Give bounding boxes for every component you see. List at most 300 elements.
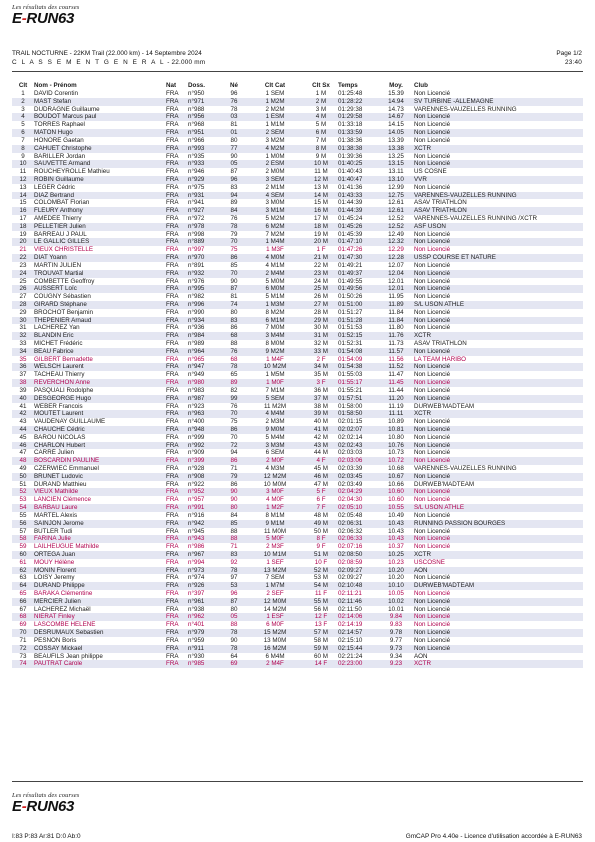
cell-nat: FRA — [166, 168, 179, 176]
cell-sex-rank: 28 M — [314, 308, 328, 316]
cell-rank: 16 — [12, 207, 34, 215]
cell-speed: 11.20 — [378, 395, 414, 403]
cell-club: Non Licencié — [414, 590, 451, 597]
cell-rank: 55 — [19, 511, 27, 519]
table-row — [12, 231, 583, 239]
table-row — [12, 246, 583, 254]
cell-sex-rank: 32 M — [314, 340, 328, 347]
cell-bib: n°935 — [188, 152, 205, 160]
cell-club: DURWEB'MADTEAM — [414, 402, 475, 410]
cell-name: PELLETIER Julien — [34, 223, 166, 231]
table-row — [12, 168, 583, 176]
cell-name: ROUCHEYROLLE Mathieu — [34, 168, 110, 176]
cell-bib: n°983 — [188, 386, 205, 394]
table-row — [12, 613, 583, 621]
cell-name: DIAT Yoann — [34, 254, 166, 262]
cell-club: ASAV TRIATHLON — [414, 340, 467, 347]
cell-speed: 10.01 — [388, 605, 404, 613]
cell-time: 01:57:51 — [338, 395, 378, 403]
cell-bib: n°970 — [188, 254, 222, 262]
cell-sex-rank: 59 M — [304, 645, 338, 653]
cell-cat-rank: 2 M4F — [246, 660, 304, 668]
cell-speed: 10.05 — [388, 590, 404, 597]
table-row — [12, 207, 583, 215]
cell-speed: 11.45 — [378, 379, 414, 387]
table-row — [12, 528, 583, 536]
cell-sex-rank: 9 F — [316, 543, 326, 551]
cell-cat-rank: 2 M1M — [265, 183, 285, 191]
cell-rank: 15 — [19, 199, 27, 207]
cell-sex-rank: 51 M — [304, 551, 338, 559]
cell-sex-rank: 45 M — [314, 465, 328, 472]
cell-rank: 50 — [12, 473, 34, 481]
cell-cat-rank: 1 M3M — [246, 301, 304, 309]
cell-rank: 32 — [12, 332, 34, 340]
header-divider — [12, 71, 583, 72]
cell-time: 02:06:32 — [338, 527, 363, 535]
cell-born: 83 — [222, 551, 246, 559]
cell-club: Non Licencié — [414, 270, 583, 278]
cell-bib: n°923 — [188, 402, 205, 410]
cell-born: 88 — [230, 527, 238, 535]
cell-time: 01:50:26 — [338, 293, 363, 301]
cell-club: Non Licencié — [414, 442, 583, 450]
cell-bib: n°997 — [188, 246, 205, 254]
cell-speed: 14.94 — [378, 98, 414, 106]
cell-name: DURAND Matthieu — [34, 480, 87, 488]
cell-cat-rank: 3 M0M — [265, 199, 285, 207]
cell-rank: 28 — [12, 301, 34, 309]
cell-nat: FRA — [166, 363, 188, 371]
cell-time: 01:52:31 — [338, 340, 363, 347]
cell-time: 01:33:59 — [338, 129, 378, 137]
cell-name: TROUVAT Martial — [34, 270, 166, 278]
cell-rank: 37 — [19, 371, 27, 379]
col-header-club: Club — [414, 81, 428, 89]
cell-name: BARILLER Jordan — [34, 152, 86, 160]
cell-name: VIEUX Mathilde — [34, 488, 166, 496]
cell-cat-rank: 8 M2M — [265, 308, 285, 316]
cell-rank: 48 — [12, 457, 34, 465]
cell-nat: FRA — [166, 457, 188, 465]
table-row — [12, 488, 583, 496]
cell-time: 01:47:10 — [338, 238, 378, 246]
cell-rank: 19 — [19, 230, 27, 238]
cell-sex-rank: 3 F — [304, 379, 338, 387]
table-row — [12, 371, 583, 379]
cell-time: 01:58:00 — [338, 402, 363, 410]
cell-rank: 53 — [19, 496, 27, 504]
cell-name: THEPENIER Arnaud — [34, 317, 166, 325]
cell-club: VARENNES-VAUZELLES RUNNING — [414, 192, 583, 200]
cell-bib: n°922 — [188, 480, 205, 488]
cell-bib: n°397 — [188, 590, 205, 597]
cell-time: 02:15:10 — [338, 636, 363, 644]
cell-bib: n°963 — [188, 410, 222, 418]
ranking-label: C L A S S E M E N T G E N E R A L — [12, 58, 166, 66]
cell-cat-rank: 1 SEM — [265, 90, 285, 97]
table-row — [12, 434, 583, 442]
cell-club: Non Licencié — [414, 621, 451, 629]
table-row — [12, 543, 583, 551]
cell-name: BARBAU Laure — [34, 504, 166, 512]
cell-sex-rank: 38 M — [314, 402, 328, 410]
footer-divider — [12, 781, 583, 782]
table-row — [12, 363, 583, 371]
cell-time: 02:01:15 — [338, 418, 363, 426]
cell-sex-rank: 25 M — [304, 285, 338, 293]
cell-rank: 2 — [12, 98, 34, 106]
cell-name: CAHUET Christophe — [34, 145, 166, 153]
cell-bib: n°986 — [188, 543, 205, 551]
cell-speed: 11.73 — [388, 340, 404, 347]
cell-cat-rank: 2 M4M — [246, 270, 304, 278]
cell-time: 01:47:30 — [338, 254, 378, 262]
cell-speed: 10.60 — [388, 496, 404, 504]
cell-sex-rank: 3 M — [315, 105, 327, 113]
cell-nat: FRA — [166, 480, 179, 488]
cell-born: 89 — [222, 379, 246, 387]
cell-club: Non Licencié — [414, 238, 583, 246]
cell-name: LOISY Jeremy — [34, 574, 75, 582]
cell-speed: 13.11 — [388, 168, 404, 176]
cell-speed: 12.28 — [378, 254, 414, 262]
cell-speed: 14.67 — [378, 113, 414, 121]
cell-sex-rank: 26 M — [314, 293, 328, 301]
cell-bib: n°916 — [188, 511, 205, 519]
cell-bib: n°965 — [188, 355, 205, 363]
cell-nat: FRA — [166, 473, 188, 481]
table-row — [12, 567, 583, 575]
cell-speed: 12.75 — [378, 192, 414, 200]
footer-logo-tagline: Les résultats des courses — [12, 792, 80, 799]
cell-club: VARENNES-VAUZELLES RUNNING /XCTR — [414, 215, 538, 222]
cell-cat-rank: 14 M2M — [263, 605, 287, 613]
cell-club: XCTR — [414, 551, 583, 559]
cell-name: HONORE Gaetan — [34, 136, 84, 144]
cell-born: 90 — [230, 277, 238, 285]
footer-logo-brand-dash: - — [21, 798, 27, 815]
cell-sex-rank: 18 M — [304, 223, 338, 231]
cell-club: XCTR — [414, 145, 583, 153]
print-time: 23:40 — [565, 58, 582, 66]
cell-speed: 12.01 — [388, 277, 404, 285]
cell-name: ORTEGA Juan — [34, 551, 166, 559]
cell-sex-rank: 56 M — [314, 605, 328, 613]
cell-rank: 36 — [12, 363, 34, 371]
cell-born: 86 — [230, 324, 238, 332]
cell-born: 87 — [222, 285, 246, 293]
cell-cat-rank: 10 M2M — [246, 363, 304, 371]
cell-bib: n°932 — [188, 270, 222, 278]
cell-name: BARAKA Clémentine — [34, 590, 93, 597]
cell-nat: FRA — [166, 105, 179, 113]
cell-sex-rank: 53 M — [314, 574, 328, 582]
table-row — [12, 551, 583, 559]
table-row — [12, 113, 583, 121]
table-row — [12, 465, 583, 473]
cell-bib: n°946 — [188, 168, 205, 176]
cell-club: Non Licencié — [414, 449, 451, 457]
cell-cat-rank: 6 M4M — [265, 652, 285, 660]
cell-time: 01:45:26 — [338, 223, 378, 231]
cell-sex-rank: 35 M — [314, 371, 328, 379]
cell-club: DURWEB'MADTEAM — [414, 480, 475, 488]
cell-time: 01:55:03 — [338, 371, 363, 379]
cell-time: 02:08:50 — [338, 551, 378, 559]
table-row — [12, 199, 583, 207]
cell-rank: 22 — [12, 254, 34, 262]
cell-bib: n°968 — [188, 121, 205, 129]
cell-sex-rank: 40 M — [314, 418, 328, 426]
cell-born: 76 — [222, 348, 246, 356]
cell-name: BOUDOT Marcus paul — [34, 113, 166, 121]
cell-sex-rank: 7 M — [315, 136, 327, 144]
cell-club: Non Licencié — [414, 629, 583, 637]
cell-rank: 30 — [12, 317, 34, 325]
cell-sex-rank: 44 M — [314, 449, 328, 457]
cell-name: LEGER Cédric — [34, 183, 75, 191]
cell-bib: n°950 — [188, 90, 205, 97]
cell-time: 02:04:30 — [338, 496, 363, 504]
cell-time: 02:09:27 — [338, 574, 363, 582]
cell-cat-rank: 11 M0M — [263, 527, 287, 535]
cell-name: NIERAT Finley — [34, 613, 166, 621]
cell-time: 02:02:43 — [338, 442, 378, 450]
cell-bib: n°908 — [188, 473, 222, 481]
cell-rank: 54 — [12, 504, 34, 512]
cell-born: 78 — [222, 645, 246, 653]
cell-name: BUTLER Tudi — [34, 527, 73, 535]
cell-bib: n°988 — [188, 105, 205, 113]
cell-nat: FRA — [166, 254, 188, 262]
cell-time: 01:41:36 — [338, 183, 363, 191]
table-row — [12, 629, 583, 637]
cell-bib: n°985 — [188, 660, 222, 668]
table-row — [12, 387, 583, 395]
cell-born: 68 — [230, 355, 238, 363]
cell-speed: 12.61 — [378, 207, 414, 215]
table-row — [12, 574, 583, 582]
cell-name: BEAU Fabrice — [34, 348, 166, 356]
table-row — [12, 192, 583, 200]
cell-cat-rank: 1 M0M — [265, 152, 285, 160]
cell-club: Non Licencié — [414, 308, 451, 316]
cell-name: MAST Stefan — [34, 98, 166, 106]
cell-speed: 10.72 — [378, 457, 414, 465]
cell-bib: n°987 — [188, 395, 222, 403]
cell-speed: 10.55 — [378, 504, 414, 512]
cell-cat-rank: 1 M4F — [266, 355, 284, 363]
cell-nat: FRA — [166, 504, 188, 512]
cell-bib: n°943 — [188, 535, 222, 543]
cell-name: DUDRAGNE Guillaume — [34, 105, 100, 113]
cell-nat: FRA — [166, 527, 179, 535]
table-row — [12, 606, 583, 614]
cell-speed: 12.29 — [388, 246, 404, 254]
cell-born: 70 — [222, 410, 246, 418]
cell-born: 79 — [222, 473, 246, 481]
cell-nat: FRA — [166, 301, 188, 309]
cell-rank: 38 — [12, 379, 34, 387]
cell-time: 02:15:44 — [338, 645, 378, 653]
cell-sex-rank: 52 M — [304, 567, 338, 575]
cell-cat-rank: 1 ESF — [246, 613, 304, 621]
cell-time: 01:28:22 — [338, 98, 378, 106]
cell-time: 01:39:36 — [338, 152, 363, 160]
cell-rank: 6 — [12, 129, 34, 137]
cell-name: TACHEAU Thierry — [34, 371, 85, 379]
cell-club: DURWEB'MADTEAM — [414, 582, 583, 590]
cell-name: MATON Hugo — [34, 129, 166, 137]
cell-speed: 10.76 — [378, 442, 414, 450]
cell-name: FARINA Julie — [34, 535, 166, 543]
table-row — [12, 317, 583, 325]
cell-cat-rank: 8 M0M — [265, 340, 285, 347]
footer-logo-brand-name: RUN63 — [26, 798, 75, 815]
cell-born: 78 — [230, 105, 238, 113]
cell-sex-rank: 19 M — [314, 230, 328, 238]
cell-rank: 18 — [12, 223, 34, 231]
cell-cat-rank: 1 M3F — [266, 246, 284, 254]
cell-rank: 7 — [21, 136, 25, 144]
cell-cat-rank: 5 M0F — [246, 535, 304, 543]
cell-bib: n°889 — [188, 238, 222, 246]
table-row — [12, 512, 583, 520]
cell-sex-rank: 24 M — [314, 277, 328, 285]
cell-born: 81 — [230, 121, 238, 129]
cell-born: 80 — [230, 136, 238, 144]
cell-time: 01:55:17 — [338, 379, 378, 387]
col-header-time: Temps — [338, 81, 358, 89]
cell-bib: n°956 — [188, 113, 222, 121]
table-row — [12, 278, 583, 286]
cell-nat: FRA — [166, 386, 179, 394]
table-row — [12, 653, 583, 661]
cell-rank: 31 — [19, 324, 27, 332]
cell-time: 01:52:15 — [338, 332, 378, 340]
cell-name: BRUNET Ludovic — [34, 473, 166, 481]
cell-rank: 57 — [19, 527, 27, 535]
cell-nat: FRA — [166, 598, 188, 606]
cell-born: 97 — [230, 574, 238, 582]
cell-nat: FRA — [166, 465, 179, 472]
cell-club: Non Licencié — [414, 418, 451, 426]
cell-club: Non Licencié — [414, 371, 451, 379]
cell-speed: 11.11 — [378, 410, 414, 418]
table-row — [12, 223, 583, 231]
cell-bib: n°974 — [188, 574, 205, 582]
cell-nat: FRA — [166, 277, 179, 285]
col-header-nat: Nat — [166, 81, 177, 89]
cell-nat: FRA — [166, 223, 188, 231]
cell-speed: 12.99 — [388, 183, 404, 191]
cell-speed: 10.43 — [378, 520, 414, 528]
cell-cat-rank: 7 M2M — [265, 230, 285, 238]
cell-time: 01:49:56 — [338, 285, 378, 293]
logo-tagline: Les résultats des courses — [12, 4, 80, 11]
cell-name: MARTEL Alexis — [34, 511, 78, 519]
cell-bib: n°972 — [188, 215, 205, 222]
results-body — [12, 90, 583, 668]
cell-bib: n°975 — [188, 183, 205, 191]
col-header-bib: Doss. — [188, 81, 206, 89]
cell-bib: n°990 — [188, 308, 205, 316]
cell-club: Non Licencié — [414, 136, 451, 144]
cell-rank: 14 — [12, 192, 34, 200]
cell-time: 01:43:33 — [338, 192, 378, 200]
table-row — [12, 309, 583, 317]
cell-speed: 12.49 — [388, 230, 404, 238]
cell-name: LACHEREZ Yan — [34, 324, 80, 332]
cell-born: 64 — [230, 652, 238, 660]
cell-cat-rank: 2 M3M — [265, 418, 285, 426]
cell-rank: 39 — [19, 386, 27, 394]
col-header-speed: Moy. — [389, 81, 403, 89]
cell-time: 02:11:46 — [338, 598, 378, 606]
cell-rank: 1 — [21, 90, 25, 97]
cell-sex-rank: 14 F — [304, 660, 338, 668]
col-header-rank: Clt — [18, 81, 28, 89]
cell-nat: FRA — [166, 496, 179, 504]
cell-cat-rank: 9 M0M — [246, 426, 304, 434]
cell-born: 53 — [222, 582, 246, 590]
cell-nat: FRA — [166, 113, 188, 121]
table-row — [12, 582, 583, 590]
cell-nat: FRA — [166, 121, 179, 129]
cell-born: 80 — [230, 308, 238, 316]
cell-nat: FRA — [166, 230, 179, 238]
cell-speed: 10.68 — [388, 465, 404, 472]
cell-rank: 73 — [19, 652, 27, 660]
cell-name: ROBIN Guillaume — [34, 176, 166, 184]
cell-club: Non Licencié — [414, 395, 583, 403]
cell-rank: 4 — [12, 113, 34, 121]
cell-sex-rank: 20 M — [304, 238, 338, 246]
cell-club: S/L USON ATHLE — [414, 504, 583, 512]
cell-rank: 56 — [12, 520, 34, 528]
cell-speed: 15.39 — [388, 90, 404, 97]
cell-sex-rank: 5 M — [315, 121, 327, 129]
cell-name: SAINJON Jerome — [34, 520, 166, 528]
cell-speed: 10.20 — [378, 567, 414, 575]
cell-cat-rank: 1 ESM — [246, 113, 304, 121]
cell-club: Non Licencié — [414, 543, 451, 551]
table-row — [12, 418, 583, 426]
cell-bib: n°993 — [188, 145, 222, 153]
cell-nat: FRA — [166, 574, 179, 582]
cell-time: 02:23:00 — [338, 660, 378, 668]
cell-sex-rank: 31 M — [304, 332, 338, 340]
cell-sex-rank: 47 M — [314, 480, 328, 488]
cell-cat-rank: 4 M3M — [265, 465, 285, 472]
cell-rank: 43 — [19, 418, 27, 426]
cell-sex-rank: 8 F — [304, 535, 338, 543]
cell-rank: 61 — [19, 558, 27, 566]
cell-sex-rank: 33 M — [304, 348, 338, 356]
cell-name: DAVID Corentin — [34, 90, 78, 97]
cell-name: SAUVETTE Armand — [34, 160, 166, 168]
cell-bib: n°949 — [188, 371, 205, 379]
cell-time: 02:06:31 — [338, 520, 378, 528]
cell-rank: 49 — [19, 465, 27, 472]
cell-speed: 11.19 — [388, 402, 404, 410]
cell-rank: 23 — [19, 261, 27, 269]
cell-nat: FRA — [166, 90, 179, 97]
cell-sex-rank: 46 M — [304, 473, 338, 481]
cell-cat-rank: 3 M2M — [265, 136, 285, 144]
cell-nat: FRA — [166, 660, 188, 668]
